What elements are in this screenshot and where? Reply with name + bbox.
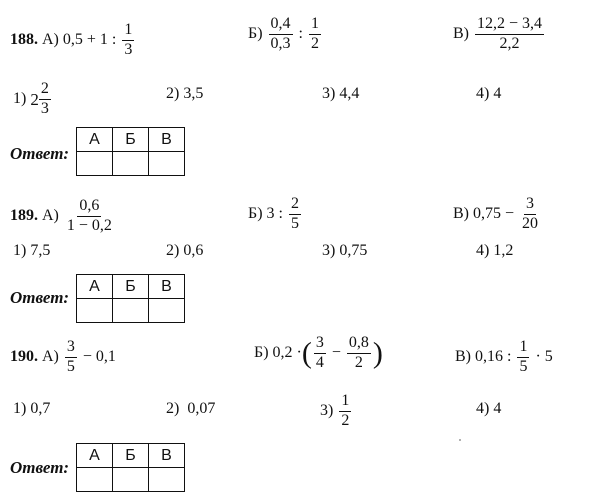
fraction <box>517 339 529 376</box>
part-label: В) <box>453 24 469 42</box>
operator: − <box>331 343 341 361</box>
denominator: 1 − 0,2 <box>66 216 112 234</box>
option-label: 4) <box>476 400 490 417</box>
denominator: 2 <box>341 411 350 429</box>
option-value: 0,75 <box>339 242 368 259</box>
answer-cell-b[interactable] <box>113 152 149 176</box>
answer-cell-a[interactable] <box>77 299 113 323</box>
header-c: В <box>149 444 185 468</box>
denominator: 2 <box>354 353 363 371</box>
problem-189-a <box>10 198 116 235</box>
fraction <box>65 198 114 235</box>
numerator: 3 <box>314 335 326 354</box>
option-2 <box>166 243 203 259</box>
header-a: А <box>77 275 113 299</box>
fraction <box>347 335 371 372</box>
problem-188-b <box>248 16 323 53</box>
option-2 <box>166 401 215 417</box>
part-label: Б) <box>254 343 269 361</box>
header-c: В <box>149 128 185 152</box>
option-label: 1) <box>13 89 27 107</box>
option-4 <box>476 401 501 417</box>
operator: : <box>298 24 303 42</box>
answer-table <box>76 443 185 492</box>
denominator: 0,3 <box>270 34 291 52</box>
header-b: Б <box>113 275 149 299</box>
right-paren: ) <box>372 336 383 370</box>
option-value: 4 <box>493 85 502 102</box>
problem-190-b <box>254 335 383 372</box>
denominator: 4 <box>315 353 324 371</box>
numerator: 1 <box>517 339 529 358</box>
expression-text: · 5 <box>535 347 553 365</box>
answer-cell-a[interactable] <box>77 468 113 492</box>
problem-188-a <box>10 22 136 59</box>
answer-cell-c[interactable] <box>149 152 185 176</box>
answer-cell-a[interactable] <box>77 152 113 176</box>
fraction <box>339 393 351 430</box>
expression-text: 0,16 : <box>475 347 512 365</box>
numerator: 3 <box>524 196 536 215</box>
option-value: 4 <box>493 400 502 417</box>
header-c: В <box>149 275 185 299</box>
option-value: 0,6 <box>183 242 204 259</box>
part-label: В) <box>453 204 469 222</box>
option-1 <box>13 401 50 417</box>
option-value: 4,4 <box>339 85 360 102</box>
option-label: 2) <box>166 85 180 102</box>
numerator: 1 <box>122 22 134 41</box>
option-4 <box>476 243 513 259</box>
answer-label: Ответ: <box>10 144 70 163</box>
answer-table <box>76 274 185 323</box>
option-value: 0,7 <box>30 400 51 417</box>
problem-189-b <box>248 196 303 233</box>
problem-188-c <box>453 16 546 53</box>
numerator: 0,4 <box>269 16 293 35</box>
numerator: 1 <box>339 393 351 412</box>
option-label: 3) <box>322 85 336 102</box>
problem-190-a <box>10 339 116 376</box>
part-label: В) <box>455 347 471 365</box>
fraction <box>289 196 301 233</box>
option-1 <box>13 81 53 118</box>
option-label: 1) <box>13 242 27 259</box>
option-label: 2) <box>166 242 180 259</box>
fraction <box>520 196 540 233</box>
denominator: 5 <box>290 214 299 232</box>
mixed-whole: 2 <box>30 89 39 109</box>
option-value: 3,5 <box>183 85 204 102</box>
option-label: 4) <box>476 242 490 259</box>
answer-label: Ответ: <box>10 458 70 477</box>
scan-speck <box>459 439 461 441</box>
fraction <box>65 339 77 376</box>
answer-table <box>76 127 185 176</box>
fraction <box>39 81 51 118</box>
option-label: 3) <box>320 401 334 419</box>
numerator: 0,8 <box>347 335 371 354</box>
denominator: 3 <box>40 99 49 117</box>
problem-number: 190. <box>10 347 38 365</box>
header-b: Б <box>113 444 149 468</box>
option-label: 1) <box>13 400 27 417</box>
problem-190-c <box>455 339 553 376</box>
option-4 <box>476 86 501 102</box>
expression-text: 0,75 − <box>473 204 515 222</box>
answer-cell-c[interactable] <box>149 299 185 323</box>
denominator: 5 <box>519 357 528 375</box>
header-b: Б <box>113 128 149 152</box>
numerator: 2 <box>39 81 51 100</box>
fraction <box>314 335 326 372</box>
answer-cell-c[interactable] <box>149 468 185 492</box>
numerator: 2 <box>289 196 301 215</box>
expression-text: 3 : <box>266 204 283 222</box>
part-label: А) <box>42 347 59 365</box>
option-value: 1,2 <box>493 242 514 259</box>
answer-cell-b[interactable] <box>113 468 149 492</box>
denominator: 5 <box>66 357 75 375</box>
option-3 <box>320 393 353 430</box>
header-a: А <box>77 444 113 468</box>
problem-number: 188. <box>10 30 38 48</box>
left-paren: ( <box>301 336 312 370</box>
expression-text: 0,2 · <box>272 343 302 361</box>
expression-text: 0,5 + 1 : <box>62 30 117 48</box>
answer-label: Ответ: <box>10 288 70 307</box>
numerator: 1 <box>309 16 321 35</box>
option-label: 4) <box>476 85 490 102</box>
expression-text: − 0,1 <box>82 347 116 365</box>
numerator: 0,6 <box>77 198 101 217</box>
denominator: 20 <box>522 214 539 232</box>
denominator: 3 <box>124 40 133 58</box>
numerator: 12,2 − 3,4 <box>475 16 544 35</box>
part-label: А) <box>42 30 59 48</box>
option-label: 2) <box>166 400 180 417</box>
fraction <box>475 16 544 53</box>
answer-cell-b[interactable] <box>113 299 149 323</box>
option-1 <box>13 243 50 259</box>
option-value: 0,07 <box>187 400 216 417</box>
header-a: А <box>77 128 113 152</box>
option-value: 7,5 <box>30 242 51 259</box>
problem-number: 189. <box>10 206 38 224</box>
part-label: А) <box>42 206 59 224</box>
numerator: 3 <box>65 339 77 358</box>
option-3 <box>322 243 367 259</box>
option-2 <box>166 86 203 102</box>
option-3 <box>322 86 359 102</box>
part-label: Б) <box>248 24 263 42</box>
problem-189-c <box>453 196 542 233</box>
fraction <box>269 16 293 53</box>
fraction <box>122 22 134 59</box>
denominator: 2 <box>310 34 319 52</box>
option-label: 3) <box>322 242 336 259</box>
fraction <box>309 16 321 53</box>
part-label: Б) <box>248 204 263 222</box>
denominator: 2,2 <box>499 34 520 52</box>
